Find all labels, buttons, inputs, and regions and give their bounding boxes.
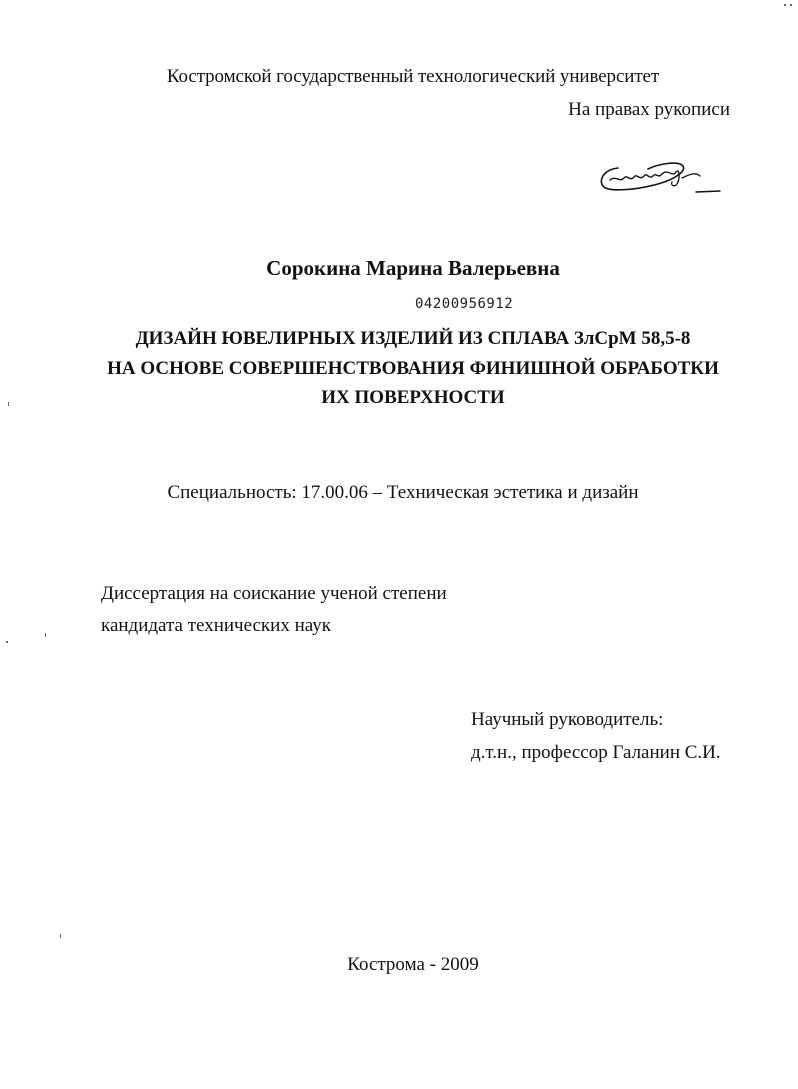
- scientific-supervisor: [471, 703, 721, 769]
- supervisor-label: Научный руководитель:: [471, 709, 664, 730]
- scan-speck: [60, 934, 61, 938]
- title-line-2: НА ОСНОВЕ СОВЕРШЕНСТВОВАНИЯ ФИНИШНОЙ ОБРАБОТКИ: [107, 357, 719, 379]
- handwritten-signature: [596, 156, 726, 206]
- degree-line-1: Диссертация на соискание ученой степени: [101, 583, 447, 604]
- degree-line-2: кандидата технических наук: [101, 615, 331, 636]
- title-line-3: ИХ ПОВЕРХНОСТИ: [321, 387, 505, 408]
- document-number: 04200956912: [415, 296, 514, 312]
- scan-speck: [8, 402, 9, 406]
- scan-speck: [784, 4, 786, 6]
- title-line-1: ДИЗАЙН ЮВЕЛИРНЫХ ИЗДЕЛИЙ ИЗ СПЛАВА ЗлСрМ 58,5-8: [135, 328, 691, 349]
- supervisor-name: д.т.н., профессор Галанин С.И.: [471, 742, 721, 763]
- scan-speck: [790, 4, 792, 6]
- city-year: Кострома - 2009: [347, 954, 479, 975]
- scan-speck: [6, 641, 8, 643]
- author-name: Сорокина Марина Валерьевна: [266, 256, 560, 280]
- university-name: Костромской государственный технологический университет: [166, 66, 660, 87]
- dissertation-title: [0, 324, 798, 413]
- specialty: Специальность: 17.00.06 – Техническая эстетика и дизайн: [167, 482, 639, 503]
- dissertation-degree: [101, 578, 447, 642]
- scan-speck: [45, 633, 46, 637]
- rights-notice: На правах рукописи: [568, 99, 730, 120]
